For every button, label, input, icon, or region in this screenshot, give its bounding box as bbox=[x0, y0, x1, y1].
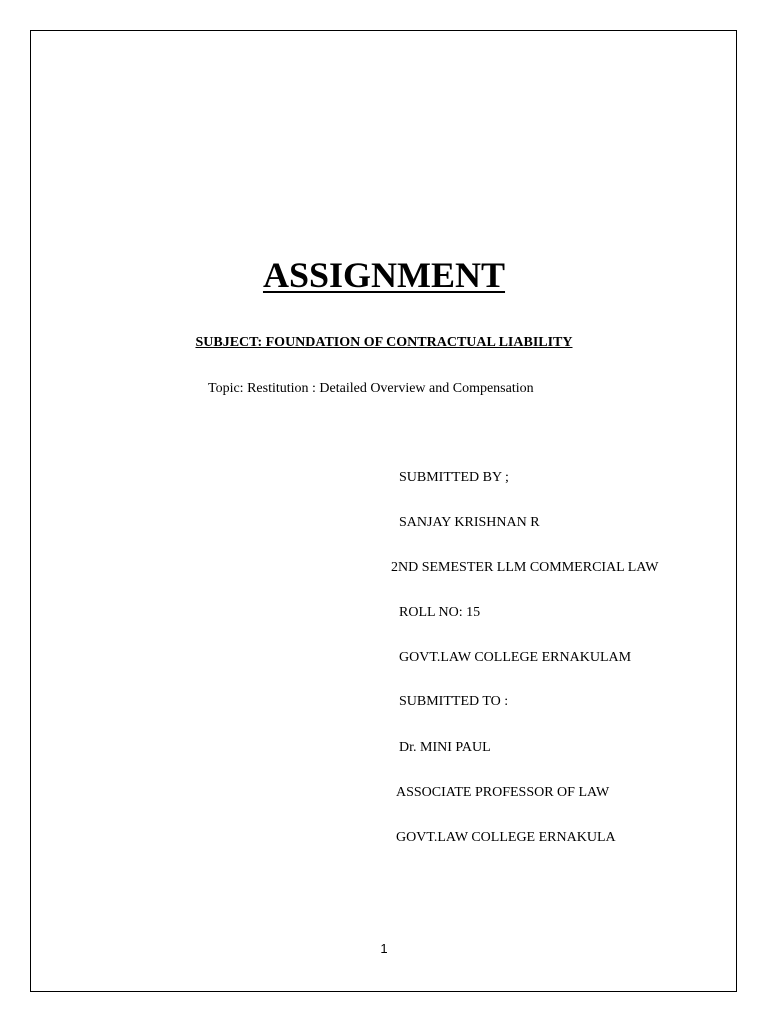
teacher-designation: ASSOCIATE PROFESSOR OF LAW bbox=[396, 785, 610, 800]
student-name: SANJAY KRISHNAN R bbox=[399, 515, 540, 530]
submitted-to-label: SUBMITTED TO : bbox=[399, 694, 509, 709]
teacher-name: Dr. MINI PAUL bbox=[399, 740, 491, 755]
document-title: ASSIGNMENT bbox=[262, 255, 506, 295]
topic-line: Topic: Restitution : Detailed Overview and Compensation bbox=[208, 381, 534, 396]
semester-line: 2ND SEMESTER LLM COMMERCIAL LAW bbox=[391, 560, 659, 575]
student-college: GOVT.LAW COLLEGE ERNAKULAM bbox=[399, 650, 632, 665]
teacher-college: GOVT.LAW COLLEGE ERNAKULA bbox=[396, 830, 616, 845]
page-number: 1 bbox=[380, 941, 388, 956]
submitted-by-label: SUBMITTED BY ; bbox=[399, 470, 509, 485]
roll-number: ROLL NO: 15 bbox=[399, 605, 481, 620]
page-border bbox=[30, 30, 737, 992]
subject-heading: SUBJECT: FOUNDATION OF CONTRACTUAL LIABILITY bbox=[195, 335, 573, 350]
